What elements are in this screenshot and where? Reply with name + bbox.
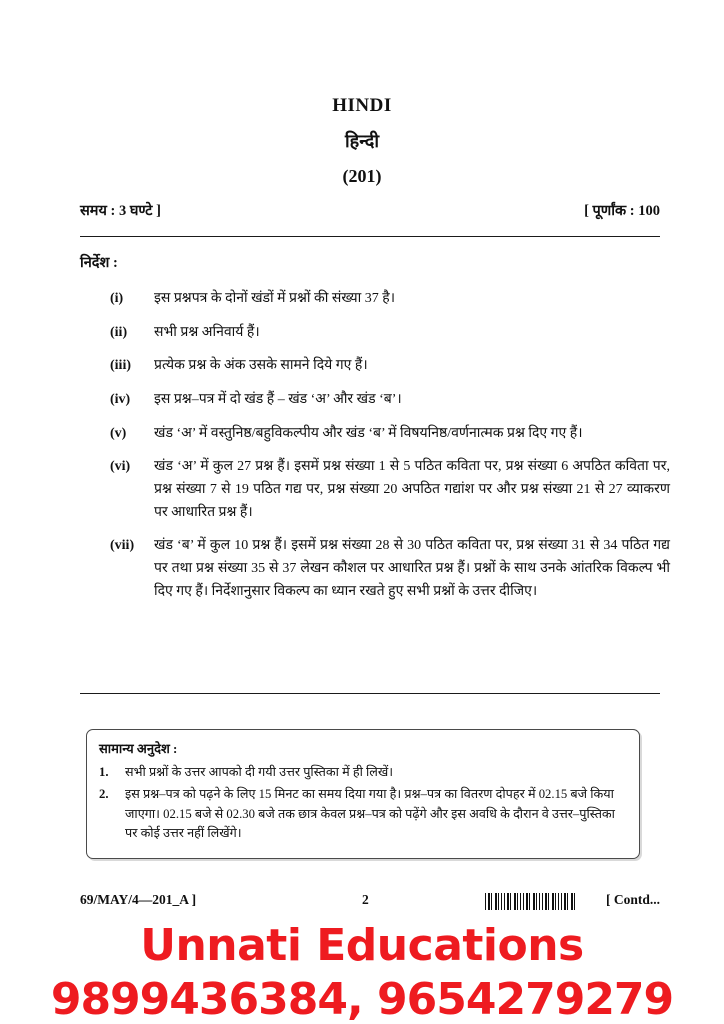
- maximum-marks: [ पूर्णांक : 100: [584, 203, 660, 219]
- instruction-text: खंड ‘अ’ में वस्तुनिष्ठ/बहुविकल्पीय और खंड ‘ब’ में विषयनिष्ठ/वर्णनात्मक प्रश्न दिए गए हैं।: [154, 425, 583, 441]
- instructions-divider-rule: [80, 693, 660, 694]
- watermark-organisation-name: Unnati Educations: [140, 920, 584, 971]
- instruction-item: [110, 288, 670, 311]
- paper-title-english: HINDI: [332, 95, 392, 116]
- instruction-text: सभी प्रश्न अनिवार्य हैं।: [154, 324, 260, 340]
- page-header: [0, 96, 724, 185]
- paper-title-hindi: हिन्दी: [344, 131, 379, 151]
- exam-duration: समय : 3 घण्टे ]: [80, 203, 161, 219]
- instruction-item: [110, 389, 670, 412]
- header-divider-rule: [80, 236, 660, 237]
- instruction-item: [110, 355, 670, 378]
- page-footer: [80, 892, 660, 912]
- general-instruction-text: सभी प्रश्नों के उत्तर आपको दी गयी उत्तर पुस्तिका में ही लिखें।: [125, 765, 394, 779]
- page-number: 2: [362, 892, 369, 907]
- barcode-icon: [485, 893, 577, 910]
- watermark-phone-numbers: 9899436384, 9654279279: [50, 974, 674, 1024]
- instruction-marker: (vii): [110, 538, 135, 554]
- instruction-text: खंड ‘अ’ में कुल 27 प्रश्न हैं। इसमें प्रश्न संख्या 1 से 5 पठित कविता पर, प्रश्न संख्या 6 अपठित कविता पर, प्रश्न संख्या 7 से 19 पठित गद्य पर, प्रश्न संख्या 20 अपठित गद्यांश पर और प्रश्न संख्या 21 से 27 व्याकरण पर आधारित प्रश्न हैं।: [154, 459, 670, 520]
- instruction-marker: (iii): [110, 358, 131, 374]
- subject-code: (201): [342, 166, 382, 186]
- instruction-item: [110, 456, 670, 524]
- instruction-text: प्रत्येक प्रश्न के अंक उसके सामने दिये गए हैं।: [154, 358, 368, 374]
- general-instruction-text: इस प्रश्न–पत्र को पढ़ने के लिए 15 मिनट का समय दिया गया है। प्रश्न–पत्र का वितरण दोपहर में 02.15 बजे किया जाएगा। 02.15 बजे से 02.30 बजे तक छात्र केवल प्रश्न–पत्र को पढ़ेंगे और इस अवधि के दौरान वे उत्तर–पुस्तिका पर कोई उत्तर नहीं लिखेंगे।: [125, 787, 615, 840]
- general-instruction-item: [99, 763, 627, 782]
- instruction-marker: (i): [110, 291, 124, 306]
- instructions-list: [110, 288, 670, 614]
- instructions-heading: निर्देश :: [80, 255, 118, 271]
- time-and-marks-row: [80, 200, 660, 220]
- instruction-text: इस प्रश्नपत्र के दोनों खंडों में प्रश्नों की संख्या 37 है।: [154, 291, 396, 306]
- paper-code: 69/MAY/4—201_A ]: [80, 892, 197, 907]
- instruction-item: [110, 423, 670, 446]
- instruction-marker: (v): [110, 425, 127, 441]
- instruction-marker: (vi): [110, 459, 131, 475]
- general-instructions-title: सामान्य अनुदेश :: [99, 741, 178, 756]
- general-instruction-item: [99, 785, 627, 843]
- instruction-text: खंड ‘ब’ में कुल 10 प्रश्न हैं। इसमें प्रश्न संख्या 28 से 30 पठित कविता पर, प्रश्न संख्या 31 से 34 पठित गद्य पर तथा प्रश्न संख्या 35 से 37 लेखन कौशल पर आधारित प्रश्न हैं। प्रश्नों के साथ उनके आंतरिक विकल्प भी दिए गए हैं। निर्देशानुसार विकल्प का ध्यान रखते हुए सभी प्रश्नों के उत्तर दीजिए।: [154, 538, 670, 599]
- general-instruction-number: 2.: [99, 787, 109, 802]
- general-instructions-box: [86, 729, 640, 859]
- instruction-marker: (iv): [110, 392, 131, 408]
- instruction-text: इस प्रश्न–पत्र में दो खंड हैं – खंड ‘अ’ और खंड ‘ब’।: [154, 392, 402, 408]
- continued-marker: [ Contd...: [605, 892, 660, 907]
- general-instruction-number: 1.: [99, 765, 109, 779]
- instruction-marker: (ii): [110, 324, 128, 340]
- instruction-item: [110, 322, 670, 345]
- instruction-item: [110, 535, 670, 603]
